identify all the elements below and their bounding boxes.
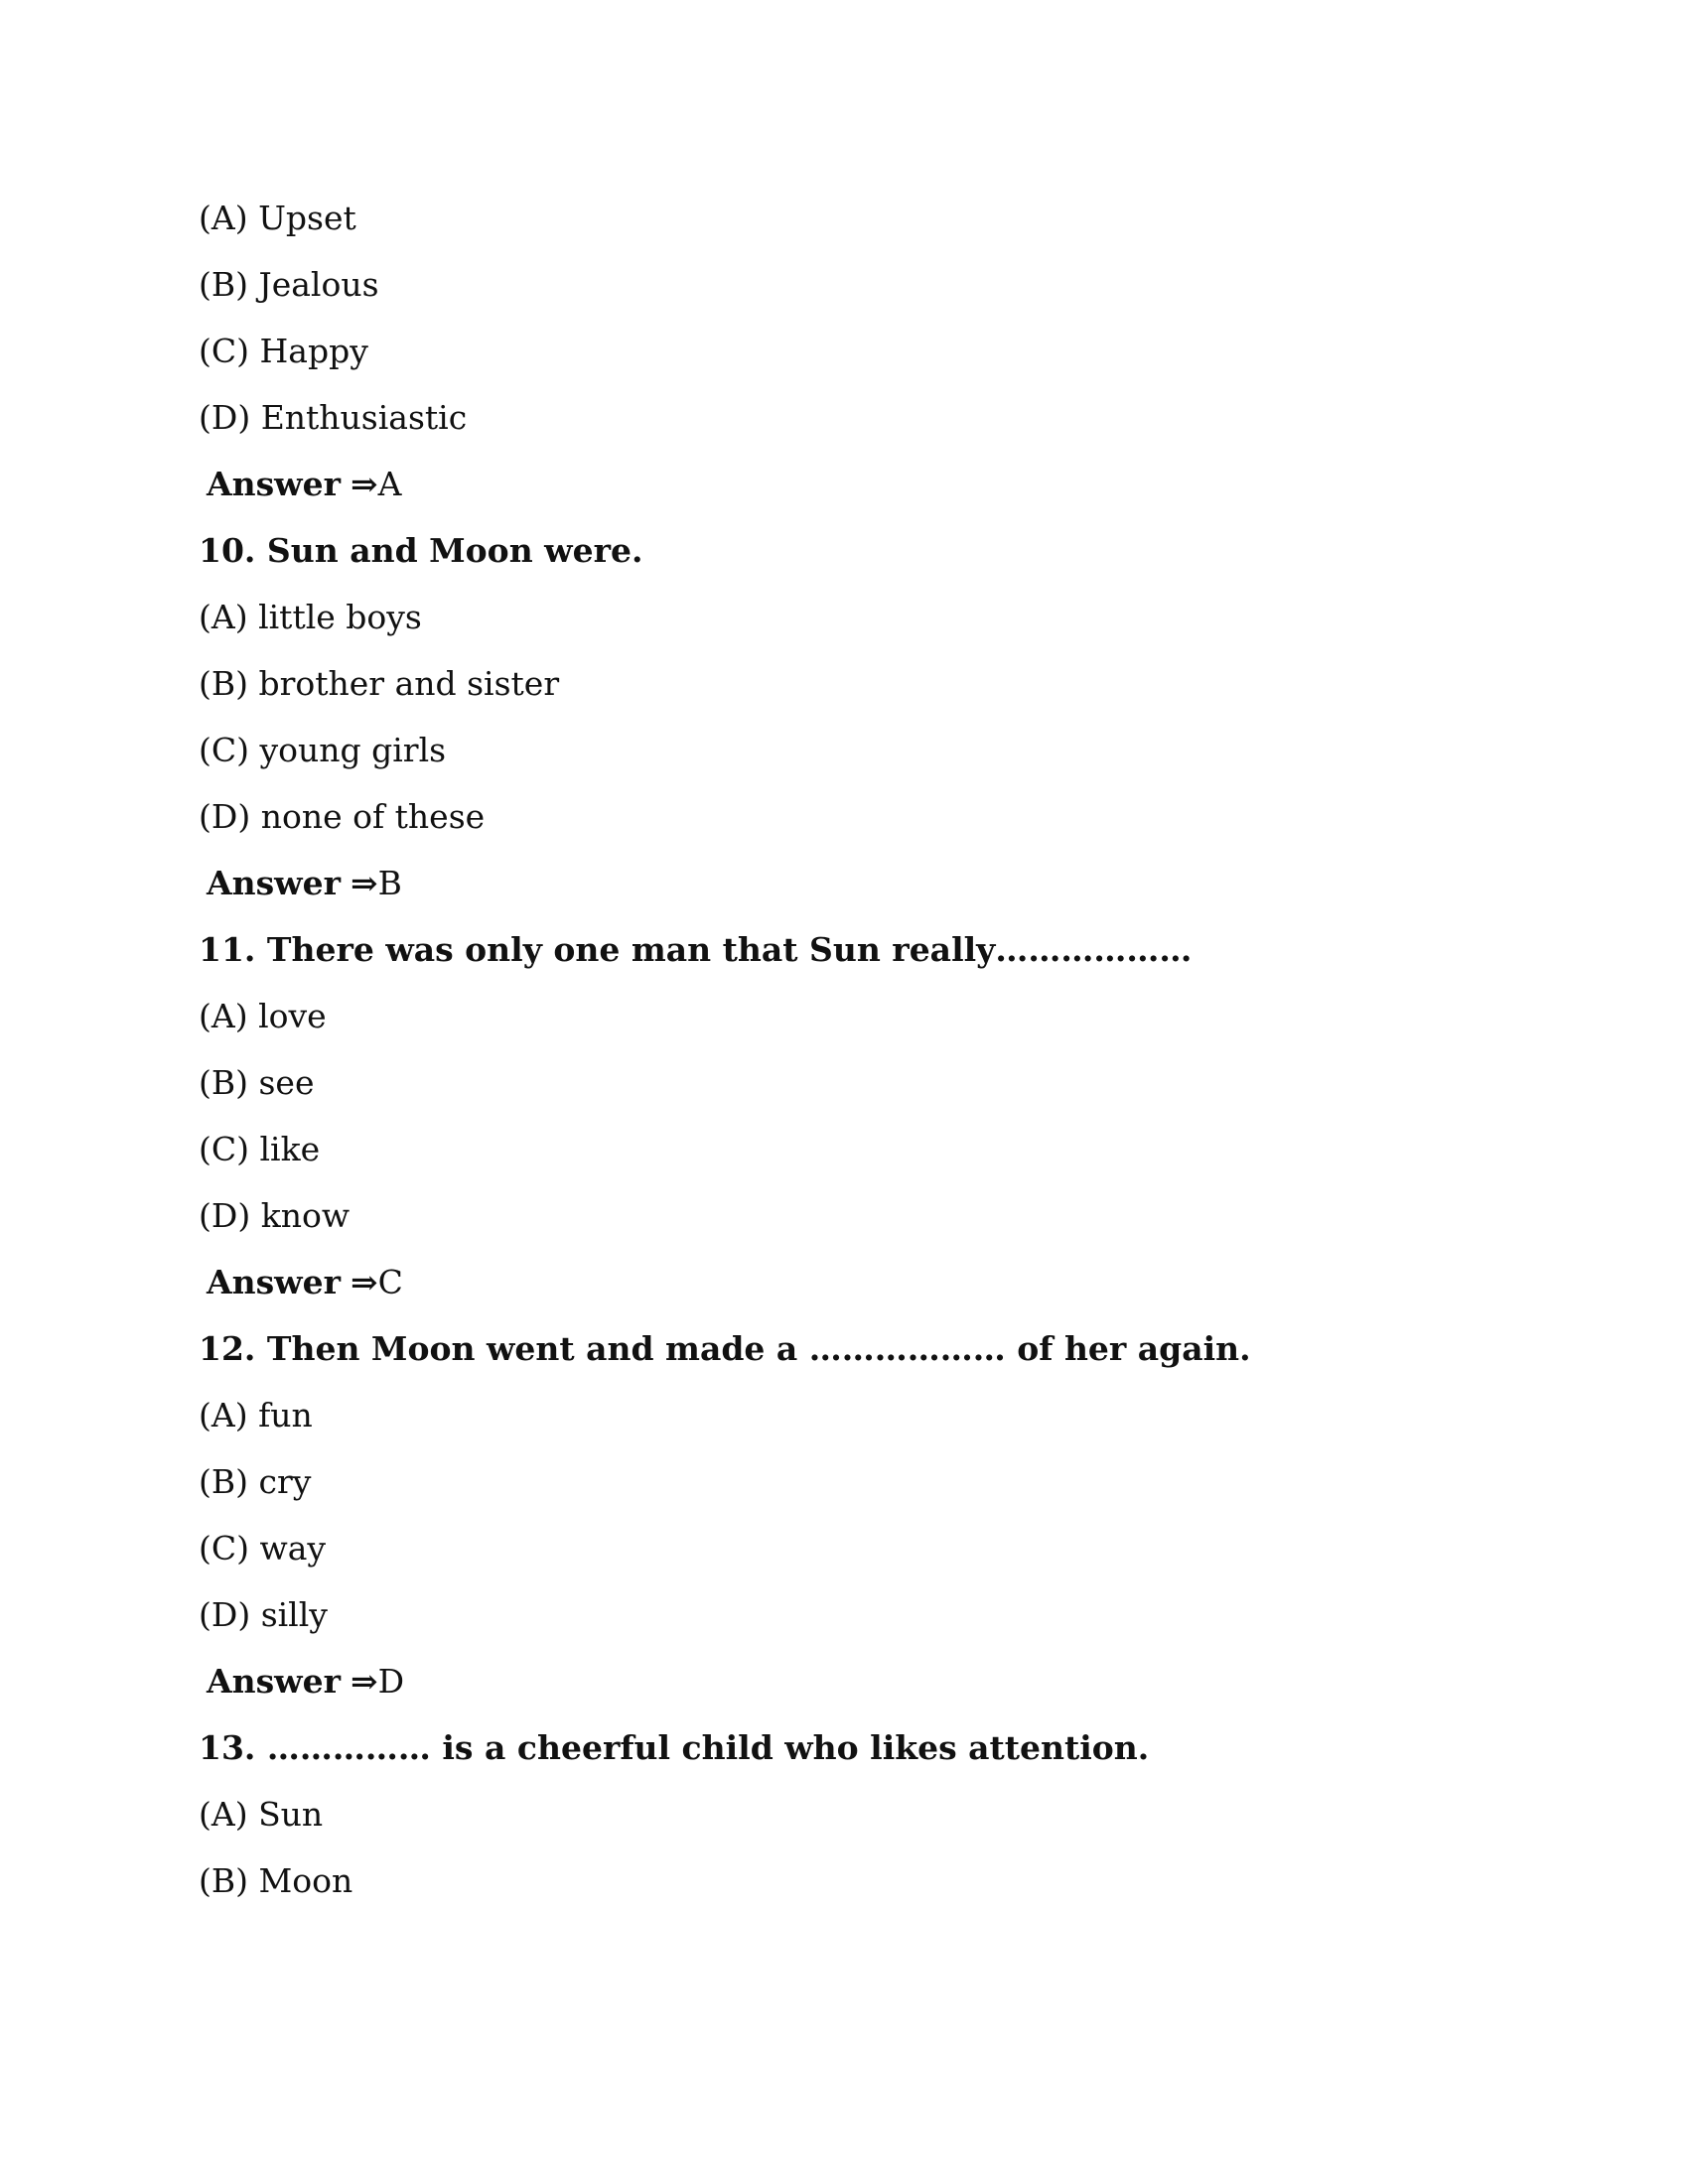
answer-value: C — [377, 1263, 403, 1301]
option-a: (A) love — [199, 997, 327, 1035]
option-d: (D) silly — [199, 1595, 328, 1634]
option-b: (B) cry — [199, 1462, 312, 1501]
answer-label: Answer — [207, 1662, 341, 1701]
answer-value: A — [377, 465, 402, 503]
option-c: (C) like — [199, 1130, 321, 1168]
answer-value: B — [377, 864, 402, 902]
option-b: (B) Jealous — [199, 265, 379, 304]
option-c: (C) way — [199, 1529, 327, 1568]
answer-label: Answer — [207, 465, 341, 503]
option-a: (A) Upset — [199, 199, 356, 237]
answer-line — [207, 1662, 404, 1702]
option-d: (D) Enthusiastic — [199, 398, 468, 437]
answer-arrow-icon: ⇒ — [350, 1662, 378, 1701]
option-b: (B) see — [199, 1063, 315, 1102]
answer-line — [207, 864, 402, 903]
option-b: (B) brother and sister — [199, 664, 560, 703]
question-11: 11. There was only one man that Sun really……………… — [199, 930, 1193, 969]
answer-value: D — [377, 1662, 405, 1701]
answer-label: Answer — [207, 864, 341, 902]
answer-arrow-icon: ⇒ — [350, 1263, 378, 1301]
question-13: 13. …………… is a cheerful child who likes attention. — [199, 1728, 1150, 1767]
option-b: (B) Moon — [199, 1861, 353, 1900]
option-d: (D) know — [199, 1196, 351, 1235]
option-c: (C) young girls — [199, 731, 447, 769]
question-12: 12. Then Moon went and made a ……………… of her again. — [199, 1329, 1251, 1368]
option-c: (C) Happy — [199, 332, 368, 370]
option-a: (A) little boys — [199, 598, 422, 636]
answer-line — [207, 465, 401, 504]
answer-arrow-icon: ⇒ — [350, 864, 378, 902]
question-10: 10. Sun and Moon were. — [199, 531, 643, 570]
answer-arrow-icon: ⇒ — [350, 465, 378, 503]
option-a: (A) fun — [199, 1396, 313, 1434]
answer-line — [207, 1263, 403, 1302]
answer-label: Answer — [207, 1263, 341, 1301]
option-d: (D) none of these — [199, 797, 486, 836]
option-a: (A) Sun — [199, 1795, 324, 1834]
